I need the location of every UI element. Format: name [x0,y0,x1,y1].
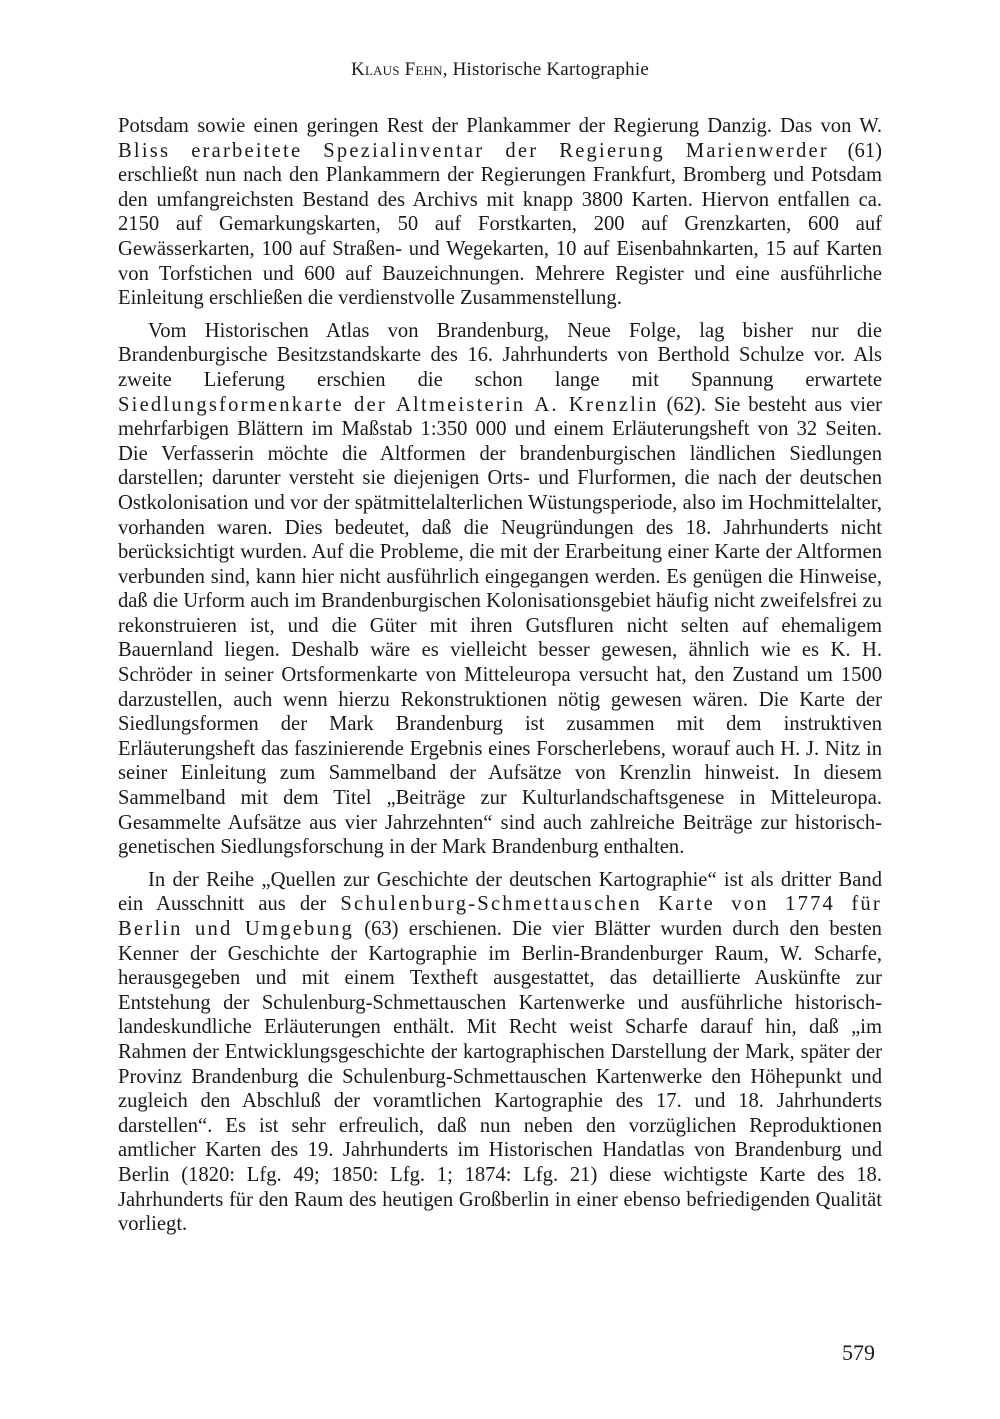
paragraph-3-spaced-title: Schulenburg-Schmettauschen Karte von 1774 für Berlin und Umgebung [118,893,882,940]
paragraph-1-text-b: (61) erschließt nun nach den Plankammern der Regierungen Frankfurt, Bromberg und Potsdam den umfangreichsten Bestand des Archivs mit knapp 3800 Karten. Hiervon entfallen ca. 2150 auf Gemarkungskarten, 50 auf Forstkarten, 200 auf Grenzkarten, 600 auf Gewässerkarten, 100 auf Straßen- und Wegekarten, 10 auf Eisenbahnkarten, 15 auf Karten von Torfstichen und 600 auf Bauzeichnungen. Mehrere Register und eine ausführliche Einleitung erschließen die verdienstvolle Zusammenstellung. [118,139,882,310]
running-head-title: , Historische Kartographie [442,59,649,80]
paragraph-1-spaced-title: Bliss erarbeitete Spezialinventar der Regierung Marienwerder [118,139,829,162]
page-number: 579 [842,1340,875,1365]
paragraph-2-text-b: (62). Sie besteht aus vier mehrfarbigen Blättern im Maßstab 1:350 000 und einem Erläuterungsheft von 32 Seiten. Die Verfasserin möchte die Altformen der brandenburgischen ländlichen Siedlungen darstellen; darunter versteht sie diejenigen Orts- und Flurformen, die nach der deutschen Ostkolonisation und vor der spätmittelalterlichen Wüstungsperiode, also im Hochmittelalter, vorhanden waren. Dies bedeutet, daß die Neugründungen des 18. Jahrhunderts nicht berücksichtigt wurden. Auf die Probleme, die mit der Erarbeitung einer Karte der Altformen verbunden sind, kann hier nicht ausführlich eingegangen werden. Es genügen die Hinweise, daß die Urform auch im Brandenburgischen Kolonisationsgebiet häufig nicht zweifelsfrei zu rekonstruieren ist, und die Güter mit ihren Gutsfluren nicht selten auf ehemaligem Bauernland liegen. Deshalb wäre es vielleicht besser gewesen, ähnlich wie es K. H. Schröder in seiner Ortsformenkarte von Mitteleuropa versucht hat, den Zustand um 1500 darzustellen, auch wenn hierzu Rekonstruktionen nötig gewesen wären. Die Karte der Siedlungsformen der Mark Brandenburg ist zusammen mit dem instruktiven Erläuterungsheft das faszinierende Ergebnis eines Forscherlebens, worauf auch H. J. Nitz in seiner Einleitung zum Sammelband der Aufsätze von Krenzlin hinweist. In diesem Sammelband mit dem Titel „Beiträge zur Kulturlandschaftsgenese in Mitteleuropa. Gesammelte Aufsätze aus vier Jahrzehnten“ sind auch zahlreiche Beiträge zur historisch-genetischen Siedlungsforschung in der Mark Brandenburg enthalten. [118,393,882,859]
paragraph-1 [118,114,882,311]
paragraph-2-text-a: Vom Historischen Atlas von Brandenburg, Neue Folge, lag bisher nur die Brandenburgische Besitzstandskarte des 16. Jahrhunderts von Berthold Schulze vor. Als zweite Lieferung erschien die schon lange mit Spannung erwartete [118,319,882,391]
paragraph-2-spaced-title: Siedlungsformenkarte der Altmeisterin A. Krenzlin [118,393,659,416]
paragraph-3-text-a: In der Reihe „Quellen zur Geschichte der deutschen Kartographie“ ist als dritter Band ein Ausschnitt aus der [118,868,882,916]
page [118,58,882,1237]
paragraph-2 [118,319,882,860]
running-head [118,58,882,82]
paragraph-3-text-b: (63) erschienen. Die vier Blätter wurden durch den besten Kenner der Geschichte der Kartographie im Berlin-Brandenburger Raum, W. Scharfe, herausgegeben und mit einem Textheft ausgestattet, das detaillierte Auskünfte zur Entstehung der Schulenburg-Schmettauschen Kartenwerke und ausführliche historisch-landeskundliche Erläuterungen enthält. Mit Recht weist Scharfe darauf hin, daß „im Rahmen der Entwicklungsgeschichte der kartographischen Darstellung der Mark, später der Provinz Brandenburg die Schulenburg-Schmettauschen Kartenwerke den Höhepunkt und zugleich den Abschluß der voramtlichen Kartographie des 17. und 18. Jahrhunderts darstellen“. Es ist sehr erfreulich, daß nun neben den vorzüglichen Reproduktionen amtlicher Karten des 19. Jahrhunderts im Historischen Handatlas von Brandenburg und Berlin (1820: Lfg. 49; 1850: Lfg. 1; 1874: Lfg. 21) diese wichtigste Karte des 18. Jahrhunderts für den Raum des heutigen Großberlin in einer ebenso befriedigenden Qualität vorliegt. [118,918,882,1236]
running-head-author: Klaus Fehn [351,59,443,80]
paragraph-1-text-a: Potsdam sowie einen geringen Rest der Plankammer der Regierung Danzig. Das von W. [118,115,882,137]
paragraph-3 [118,868,882,1237]
